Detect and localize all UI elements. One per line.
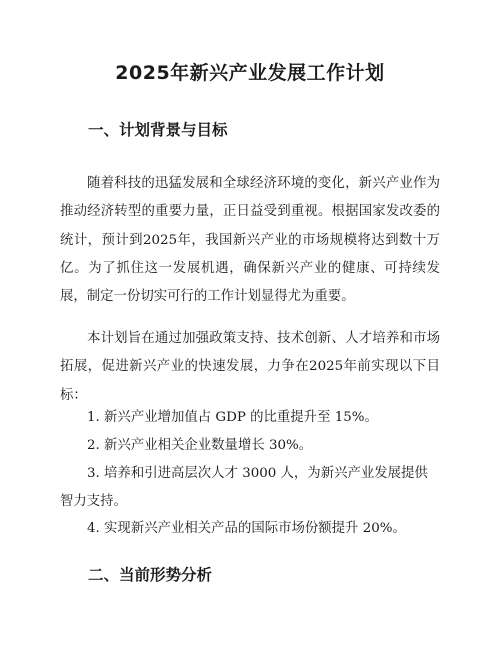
- goal-item-1: 1. 新兴产业增加值占 GDP 的比重提升至 15%。: [87, 410, 378, 425]
- goal-item-3: 3. 培养和引进高层次人才 3000 人，为新兴产业发展提供智力支持。: [60, 466, 428, 510]
- paragraph-background: 随着科技的迅猛发展和全球经济环境的变化，新兴产业作为推动经济转型的重要力量，正日益受到重视。根据国家发改委的统计，预计到2025年，我国新兴产业的市场规模将达到数十万亿。为了抓住这一发展机遇，确保新兴产业的健康、可持续发展，制定一份切实可行的工作计划显得尤为重要。: [60, 176, 440, 305]
- section-heading-background: 一、计划背景与目标: [88, 121, 228, 139]
- section-heading-situation: 二、当前形势分析: [88, 566, 213, 584]
- paragraph-plan-intent: 本计划旨在通过加强政策支持、技术创新、人才培养和市场拓展，促进新兴产业的快速发展，力争在2025年前实现以下目标：: [60, 331, 440, 403]
- goal-item-2: 2. 新兴产业相关企业数量增长 30%。: [87, 438, 313, 453]
- document-title: 2025年新兴产业发展工作计划: [115, 62, 385, 84]
- goal-item-4: 4. 实现新兴产业相关产品的国际市场份额提升 20%。: [87, 521, 406, 536]
